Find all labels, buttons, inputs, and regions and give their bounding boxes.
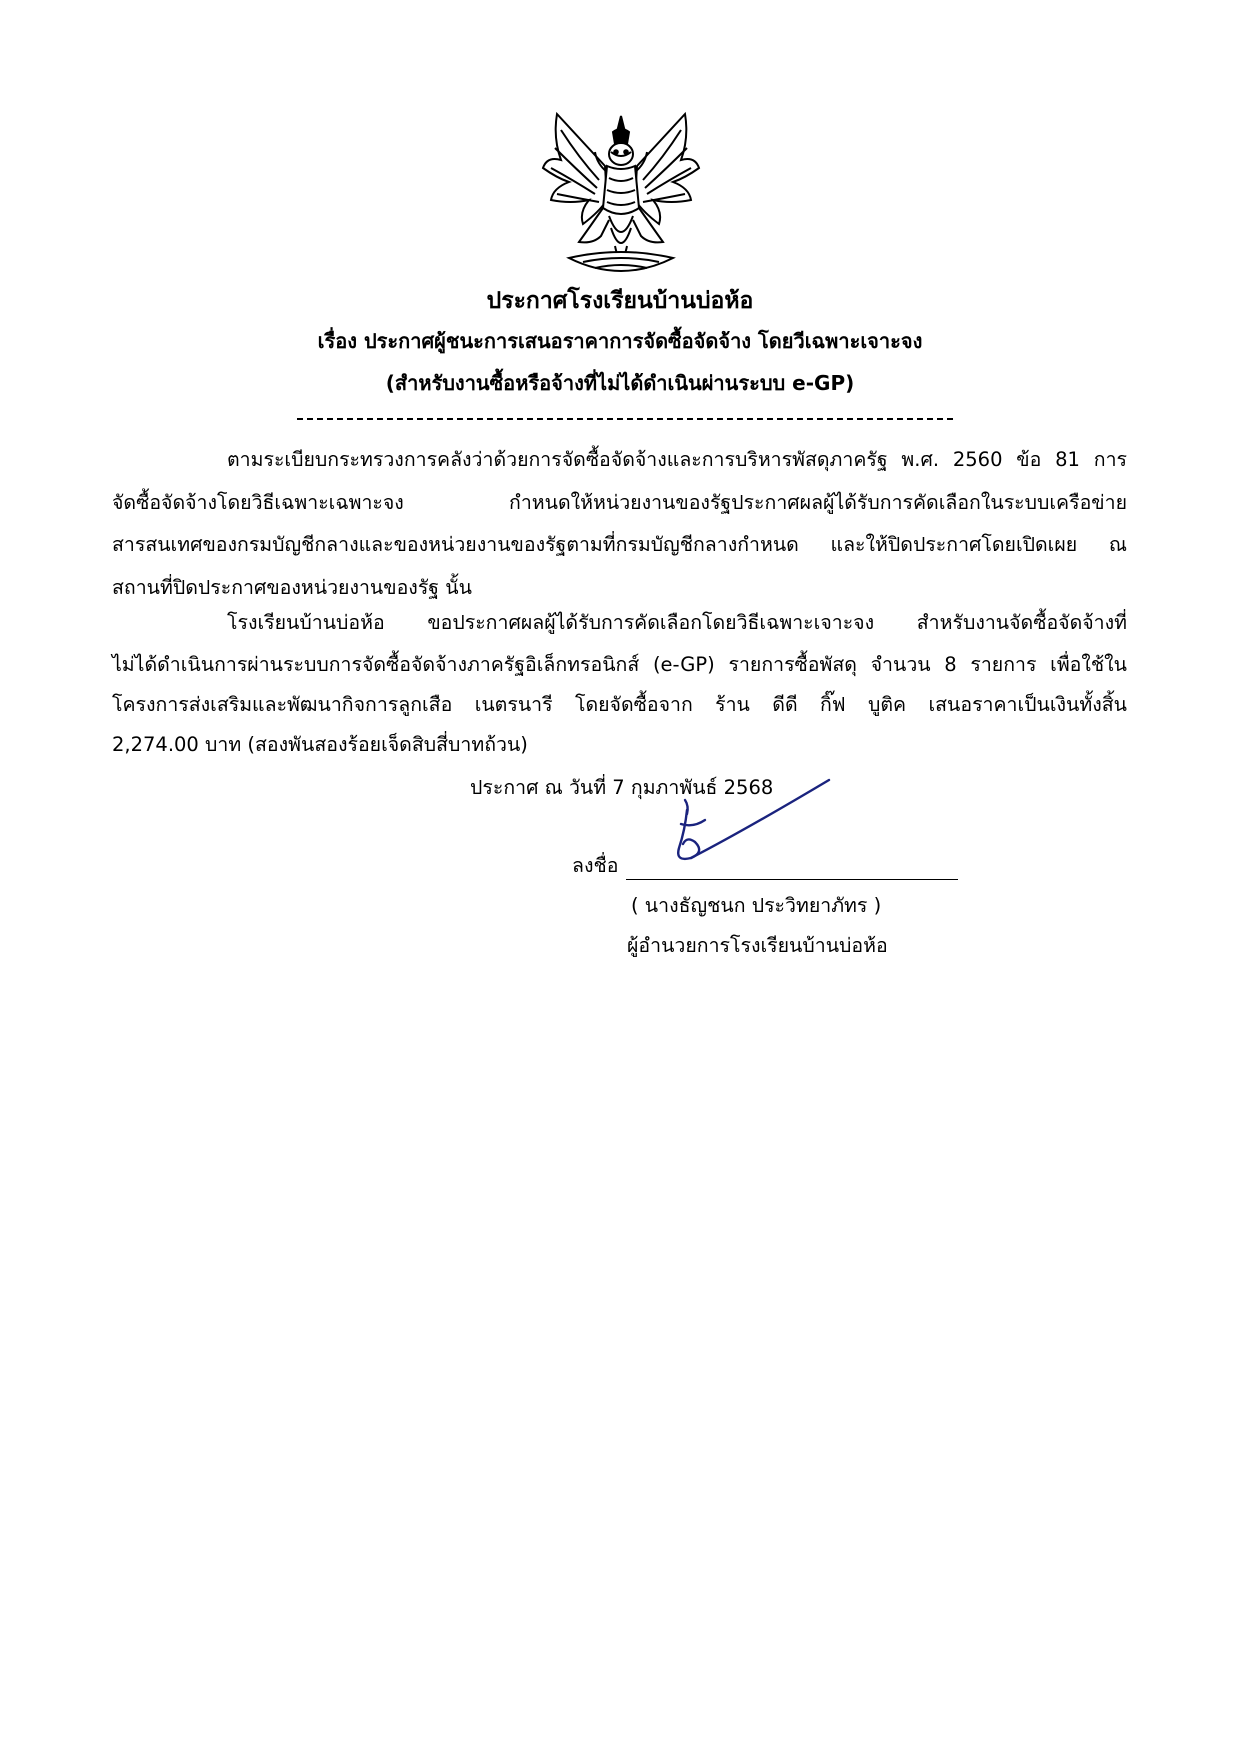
signer-name: ( นางธัญชนก ประวิทยาภัทร ) bbox=[631, 894, 882, 917]
garuda-emblem-icon bbox=[539, 108, 703, 286]
document-subject: เรื่อง ประกาศผู้ชนะการเสนอราคาการจัดซื้อจัดจ้าง โดยวีเฉพาะเจาะจง bbox=[317, 329, 923, 353]
body-line: จัดซื้อจัดจ้างโดยวิธีเฉพาะเฉพาะจง กำหนดให้หน่วยงานของรัฐประกาศผลผู้ได้รับการคัดเลือกในระบบเครือข่าย bbox=[112, 491, 1127, 514]
body-line: สารสนเทศของกรมบัญชีกลางและของหน่วยงานของรัฐตามที่กรมบัญชีกลางกำหนด และให้ปิดประกาศโดยเปิดเผย ณ bbox=[112, 533, 1127, 556]
body-line: โครงการส่งเสริมและพัฒนากิจการลูกเสือ เนตรนารี โดยจัดซื้อจาก ร้าน ดีดี กิ๊ฟ บูติค เสนอราคาเป็นเงินทั้งสิ้น bbox=[112, 693, 1127, 716]
body-line: ไม่ได้ดำเนินการผ่านระบบการจัดซื้อจัดจ้างภาครัฐอิเล็กทรอนิกส์ (e-GP) รายการซื้อพัสดุ จำนวน 8 รายการ เพื่อใช้ใน bbox=[112, 653, 1127, 676]
signature-line bbox=[626, 879, 958, 880]
body-line: ตามระเบียบกระทรวงการคลังว่าด้วยการจัดซื้อจัดจ้างและการบริหารพัสดุภาครัฐ พ.ศ. 2560 ข้อ 81 การ bbox=[227, 448, 1127, 471]
body-line: โรงเรียนบ้านบ่อห้อ ขอประกาศผลผู้ได้รับการคัดเลือกโดยวิธีเฉพาะเจาะจง สำหรับงานจัดซื้อจัดจ้างที่ bbox=[227, 611, 1127, 634]
body-line: สถานที่ปิดประกาศของหน่วยงานของรัฐ นั้น bbox=[112, 576, 472, 599]
handwritten-signature-icon bbox=[665, 770, 845, 880]
announcement-date: ประกาศ ณ วันที่ 7 กุมภาพันธ์ 2568 bbox=[470, 776, 774, 799]
sign-label: ลงชื่อ bbox=[572, 854, 619, 877]
body-line: 2,274.00 บาท (สองพันสองร้อยเจ็ดสิบสี่บาทถ้วน) bbox=[112, 733, 528, 756]
document-title: ประกาศโรงเรียนบ้านบ่อห้อ bbox=[486, 288, 754, 314]
header-divider bbox=[297, 418, 953, 420]
signer-position: ผู้อำนวยการโรงเรียนบ้านบ่อห้อ bbox=[627, 934, 888, 957]
document-note: (สำหรับงานซื้อหรือจ้างที่ไม่ได้ดำเนินผ่านระบบ e-GP) bbox=[385, 371, 855, 395]
